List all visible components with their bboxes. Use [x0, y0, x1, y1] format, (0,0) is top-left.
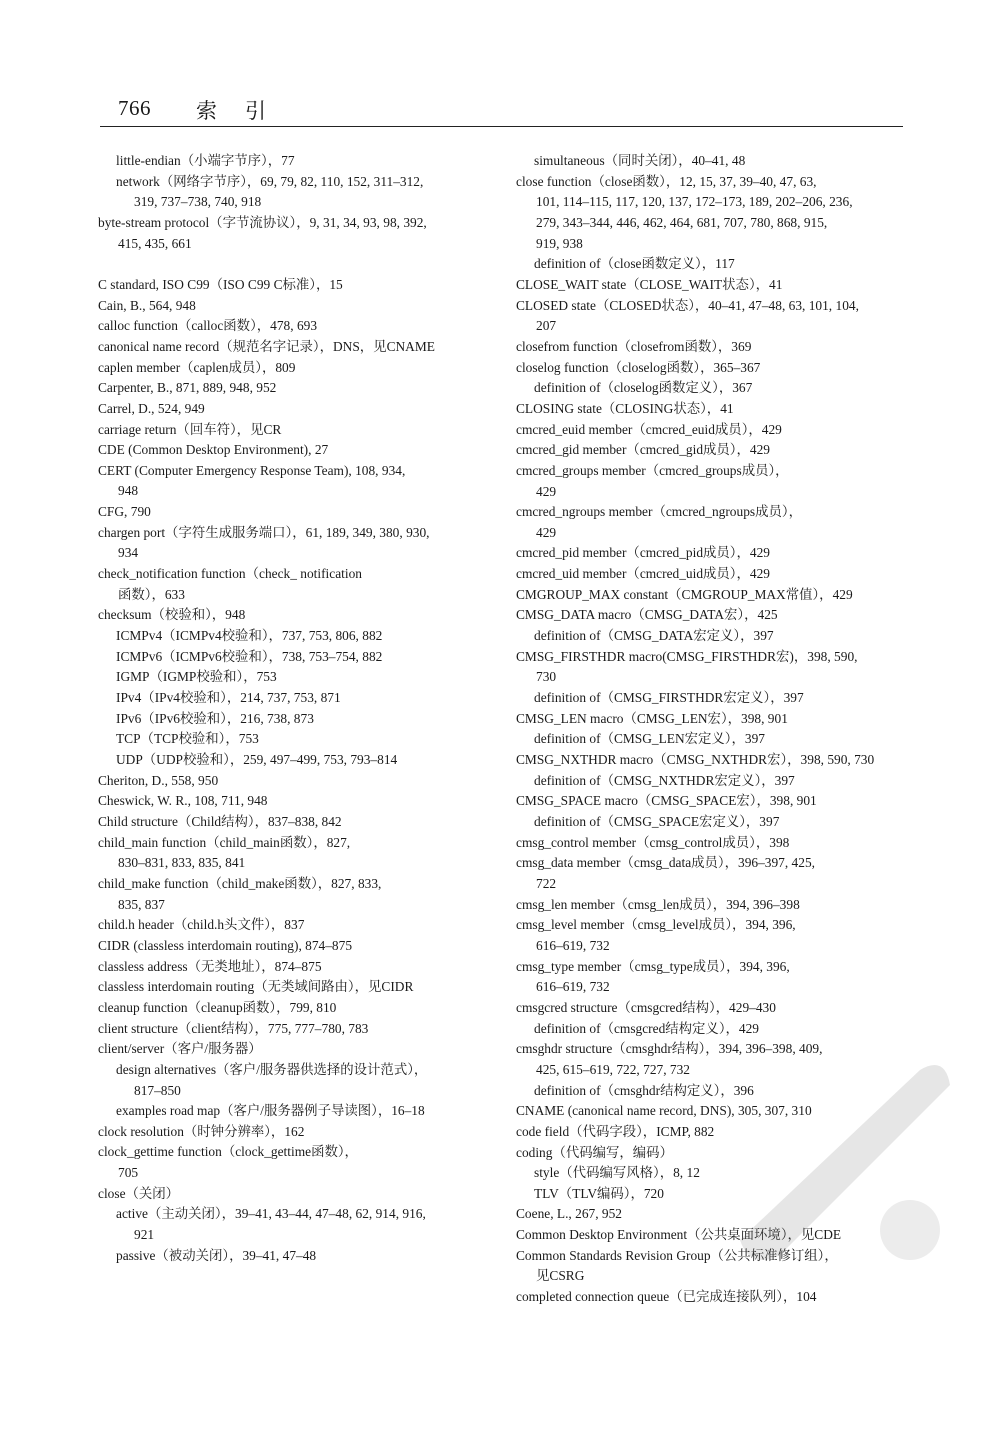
index-entry-line: 429: [536, 524, 557, 540]
index-entry: [98, 915, 488, 936]
index-entry-line: coding（代码编写，编码）: [516, 1144, 673, 1160]
index-entry-line: Cheswick, W. R., 108, 711, 948: [98, 793, 268, 809]
index-entry-line: CMSG_SPACE macro（CMSG_SPACE宏），398, 901: [516, 793, 817, 809]
index-entry-line: definition of（CMSG_LEN宏定义），397: [534, 731, 765, 747]
index-entry-line: IPv4（IPv4校验和），214, 737, 753, 871: [116, 690, 341, 706]
index-entry: [98, 833, 488, 874]
index-entry: [98, 564, 488, 605]
index-entry: [98, 254, 488, 275]
index-entry: [98, 440, 488, 461]
index-entry: [98, 750, 488, 771]
index-entry-line: Carpenter, B., 871, 889, 948, 952: [98, 380, 277, 396]
index-entry: [516, 998, 908, 1019]
index-entry-line: cmsg_type member（cmsg_type成员），394, 396,: [516, 958, 790, 974]
index-entry-line: Child structure（Child结构），837–838, 842: [98, 813, 342, 829]
index-entry: [98, 358, 488, 379]
index-entry-line: IPv6（IPv6校验和），216, 738, 873: [116, 710, 314, 726]
index-entry: [98, 1101, 488, 1122]
page-header: [118, 96, 903, 128]
index-entry-line: 415, 435, 661: [118, 235, 192, 251]
index-entry: [516, 915, 908, 956]
index-entry-line: cmsghdr structure（cmsghdr结构），394, 396–398, 409,: [516, 1041, 823, 1057]
index-entry: [98, 213, 488, 254]
index-entry-line: clock_gettime function（clock_gettime函数），: [98, 1144, 358, 1160]
index-entry: [98, 1142, 488, 1183]
index-entry: [516, 812, 908, 833]
index-entry: [98, 461, 488, 502]
index-entry-line: definition of（CMSG_DATA宏定义），397: [534, 628, 774, 644]
index-entry-line: examples road map（客户/服务器例子导读图），16–18: [116, 1103, 425, 1119]
index-entry-line: design alternatives（客户/服务器供选择的设计范式），: [116, 1061, 428, 1077]
page-title: 索引: [196, 99, 294, 123]
index-entry: [516, 729, 908, 750]
index-entry-line: simultaneous（同时关闭），40–41, 48: [534, 153, 746, 168]
index-entry: [98, 791, 488, 812]
index-entry-line: style（代码编写风格），8, 12: [534, 1165, 700, 1181]
index-entry-line: definition of（close函数定义），117: [534, 256, 735, 272]
index-entry: [98, 667, 488, 688]
index-entry-line: CFG, 790: [98, 504, 151, 520]
index-entry: [516, 750, 908, 771]
index-entry-line: closefrom function（closefrom函数），369: [516, 338, 752, 354]
index-entry-line: 705: [118, 1165, 139, 1181]
index-entry: [516, 709, 908, 730]
index-entry: [98, 420, 488, 441]
index-entry-line: child_main function（child_main函数），827,: [98, 834, 351, 850]
index-entry-line: definition of（CMSG_NXTHDR宏定义），397: [534, 772, 795, 788]
index-entry: [516, 502, 908, 543]
index-entry: [98, 1019, 488, 1040]
index-entry: [516, 1287, 908, 1308]
index-entry: [516, 399, 908, 420]
index-entry: [516, 275, 908, 296]
index-entry: [98, 998, 488, 1019]
index-entry: [98, 296, 488, 317]
index-entry-line: 948: [118, 483, 139, 499]
index-column-left: [98, 151, 488, 1266]
index-entry: [516, 461, 908, 502]
index-entry: [516, 543, 908, 564]
index-entry: [98, 936, 488, 957]
index-entry: [98, 151, 488, 172]
index-entry-line: 919, 938: [536, 235, 583, 251]
index-entry: [98, 502, 488, 523]
index-entry-line: cmcred_uid member（cmcred_uid成员），429: [516, 566, 770, 582]
index-entry-line: 见CSRG: [536, 1268, 585, 1284]
index-entry-line: 722: [536, 875, 557, 891]
index-entry: [516, 564, 908, 585]
index-entry: [98, 709, 488, 730]
index-entry-line: 616–619, 732: [536, 937, 610, 953]
index-entry: [98, 172, 488, 213]
index-entry-line: checksum（校验和），948: [98, 607, 246, 623]
index-entry: [98, 977, 488, 998]
header-rule: [100, 126, 903, 127]
index-entry: [98, 647, 488, 668]
index-entry-line: CLOSED state（CLOSED状态），40–41, 47–48, 63, 101, 104,: [516, 297, 859, 313]
index-entry: [98, 626, 488, 647]
index-entry: [98, 1184, 488, 1205]
index-entry-line: cmsg_len member（cmsg_len成员），394, 396–398: [516, 896, 800, 912]
index-entry: [98, 275, 488, 296]
index-entry-line: canonical name record（规范名字记录），DNS，见CNAME: [98, 338, 435, 354]
index-entry: [516, 420, 908, 441]
index-entry-line: completed connection queue（已完成连接队列），104: [516, 1289, 817, 1305]
index-entry-line: CMGROUP_MAX constant（CMGROUP_MAX常值），429: [516, 586, 853, 602]
index-entry-line: child_make function（child_make函数），827, 833,: [98, 875, 382, 891]
index-entry-line: CMSG_FIRSTHDR macro(CMSG_FIRSTHDR宏)，398, 590,: [516, 648, 858, 664]
index-entry-line: little-endian（小端字节序），77: [116, 153, 295, 168]
index-entry-line: IGMP（IGMP校验和），753: [116, 669, 277, 685]
index-entry: [98, 1204, 488, 1245]
index-entry: [98, 1246, 488, 1267]
index-entry-line: code field（代码字段），ICMP, 882: [516, 1123, 715, 1139]
index-entry-line: Common Standards Revision Group（公共标准修订组），: [516, 1247, 838, 1263]
index-entry-line: closelog function（closelog函数），365–367: [516, 359, 761, 375]
index-entry: [98, 1039, 488, 1060]
watermark-stamp-icon: [720, 1040, 960, 1270]
index-entry: [98, 688, 488, 709]
index-entry: [98, 874, 488, 915]
index-entry-line: carriage return（回车符），见CR: [98, 421, 282, 437]
index-entry-line: CNAME (canonical name record, DNS), 305, 307, 310: [516, 1103, 812, 1119]
index-entry: [516, 791, 908, 812]
index-entry: [516, 957, 908, 998]
index-entry-line: close function（close函数），12, 15, 37, 39–40, 47, 63,: [516, 173, 817, 189]
index-entry-line: TCP（TCP校验和），753: [116, 731, 259, 747]
index-entry: [516, 151, 908, 172]
index-entry-line: ICMPv4（ICMPv4校验和），737, 753, 806, 882: [116, 628, 383, 644]
index-entry: [516, 254, 908, 275]
index-entry-line: 425, 615–619, 722, 727, 732: [536, 1061, 690, 1077]
index-entry-line: definition of（CMSG_SPACE宏定义），397: [534, 814, 780, 829]
index-entry-line: 830–831, 833, 835, 841: [118, 855, 246, 871]
index-entry-line: clock resolution（时钟分辨率），162: [98, 1123, 305, 1139]
index-entry-line: byte-stream protocol（字节流协议），9, 31, 34, 93, 98, 392,: [98, 214, 427, 230]
page-number: 766: [118, 96, 151, 120]
index-entry-line: cmcred_euid member（cmcred_euid成员），429: [516, 421, 782, 437]
index-entry: [98, 399, 488, 420]
index-entry-line: 101, 114–115, 117, 120, 137, 172–173, 189, 202–206, 236,: [536, 194, 853, 210]
index-entry-line: 921: [134, 1227, 155, 1243]
index-entry-line: CLOSE_WAIT state（CLOSE_WAIT状态），41: [516, 276, 783, 292]
index-entry-line: 207: [536, 318, 557, 334]
index-entry-line: child.h header（child.h头文件），837: [98, 917, 305, 933]
index-entry-line: 934: [118, 545, 139, 561]
index-entry: [98, 957, 488, 978]
index-entry-line: 319, 737–738, 740, 918: [134, 194, 262, 210]
index-entry: [516, 358, 908, 379]
index-entry-line: active（主动关闭），39–41, 43–44, 47–48, 62, 914, 916,: [116, 1206, 426, 1222]
index-entry-line: check_notification function（check_ notification: [98, 566, 363, 582]
index-entry-line: cmcred_gid member（cmcred_gid成员），429: [516, 442, 770, 458]
index-entry: [516, 626, 908, 647]
index-entry-line: Cain, B., 564, 948: [98, 297, 196, 313]
index-entry: [98, 771, 488, 792]
index-entry-line: 730: [536, 669, 557, 685]
index-entry-line: chargen port（字符生成服务端口），61, 189, 349, 380, 930,: [98, 524, 430, 540]
index-entry: [98, 523, 488, 564]
index-entry: [98, 605, 488, 626]
index-entry-line: 616–619, 732: [536, 979, 610, 995]
index-entry: [516, 853, 908, 894]
index-entry: [98, 378, 488, 399]
index-entry-line: 835, 837: [118, 896, 165, 912]
index-entry: [98, 812, 488, 833]
index-entry-line: close（关闭）: [98, 1185, 180, 1201]
index-entry-line: calloc function（calloc函数），478, 693: [98, 318, 318, 334]
index-entry-line: CMSG_DATA macro（CMSG_DATA宏），425: [516, 607, 778, 623]
index-entry: [98, 337, 488, 358]
index-entry-line: cmsg_level member（cmsg_level成员），394, 396,: [516, 917, 796, 933]
index-entry-line: ICMPv6（ICMPv6校验和），738, 753–754, 882: [116, 648, 383, 664]
index-entry: [516, 296, 908, 337]
index-entry-line: cmsgcred structure（cmsgcred结构），429–430: [516, 999, 776, 1015]
index-entry-line: 429: [536, 483, 557, 499]
index-entry-line: Coene, L., 267, 952: [516, 1206, 622, 1222]
index-entry-line: CMSG_LEN macro（CMSG_LEN宏），398, 901: [516, 710, 788, 726]
index-entry-line: client/server（客户/服务器）: [98, 1041, 262, 1057]
index-entry-line: TLV（TLV编码），720: [534, 1185, 664, 1201]
index-entry: [98, 1122, 488, 1143]
index-entry-line: cmcred_groups member（cmcred_groups成员），: [516, 462, 789, 478]
index-entry-line: UDP（UDP校验和），259, 497–499, 753, 793–814: [116, 752, 398, 768]
index-entry-line: cmsg_control member（cmsg_control成员），398: [516, 834, 790, 850]
index-entry-line: classless address（无类地址），874–875: [98, 958, 322, 974]
index-entry: [516, 378, 908, 399]
index-entry-line: 817–850: [134, 1082, 181, 1098]
index-entry: [98, 729, 488, 750]
index-entry-line: client structure（client结构），775, 777–780, 783: [98, 1020, 369, 1036]
index-entry-line: definition of（cmsghdr结构定义），396: [534, 1082, 754, 1098]
index-entry: [516, 337, 908, 358]
index-entry: [516, 172, 908, 255]
index-entry-line: classless interdomain routing（无类域间路由），见CIDR: [98, 979, 414, 995]
index-entry-line: definition of（closelog函数定义），367: [534, 380, 753, 396]
index-entry-line: 函数），633: [118, 586, 185, 602]
index-entry-line: passive（被动关闭），39–41, 47–48: [116, 1247, 317, 1263]
index-entry: [516, 895, 908, 916]
index-entry: [516, 688, 908, 709]
index-entry-line: Carrel, D., 524, 949: [98, 400, 205, 416]
index-entry-line: CDE (Common Desktop Environment), 27: [98, 442, 329, 458]
index-entry-line: C standard, ISO C99（ISO C99 C标准），15: [98, 276, 343, 292]
index-entry: [516, 1019, 908, 1040]
index-entry: [516, 585, 908, 606]
index-entry-line: definition of（cmsgcred结构定义），429: [534, 1020, 759, 1036]
index-entry: [98, 316, 488, 337]
index-entry-line: network（网络字节序），69, 79, 82, 110, 152, 311–312,: [116, 173, 424, 189]
index-entry-line: CERT (Computer Emergency Response Team), 108, 934,: [98, 462, 406, 478]
index-entry: [516, 440, 908, 461]
index-entry-line: cmcred_pid member（cmcred_pid成员），429: [516, 545, 770, 561]
index-entry-line: caplen member（caplen成员），809: [98, 359, 296, 375]
index-entry-line: Common Desktop Environment（公共桌面环境），见CDE: [516, 1227, 842, 1243]
index-entry-line: CMSG_NXTHDR macro（CMSG_NXTHDR宏），398, 590, 730: [516, 752, 875, 768]
index-entry-line: definition of（CMSG_FIRSTHDR宏定义），397: [534, 690, 804, 706]
index-entry-line: CIDR (classless interdomain routing), 874–875: [98, 937, 353, 953]
index-entry: [516, 605, 908, 626]
index-entry-line: cmsg_data member（cmsg_data成员），396–397, 425,: [516, 855, 815, 871]
index-entry-line: 279, 343–344, 446, 462, 464, 681, 707, 780, 868, 915,: [536, 214, 828, 230]
index-entry: [516, 833, 908, 854]
index-entry-line: CLOSING state（CLOSING状态），41: [516, 400, 734, 416]
index-entry: [516, 647, 908, 688]
index-entry-line: cmcred_ngroups member（cmcred_ngroups成员），: [516, 504, 802, 520]
index-entry: [98, 1060, 488, 1101]
index-entry: [516, 771, 908, 792]
index-entry-line: Cheriton, D., 558, 950: [98, 772, 219, 788]
index-entry-line: cleanup function（cleanup函数），799, 810: [98, 999, 337, 1015]
